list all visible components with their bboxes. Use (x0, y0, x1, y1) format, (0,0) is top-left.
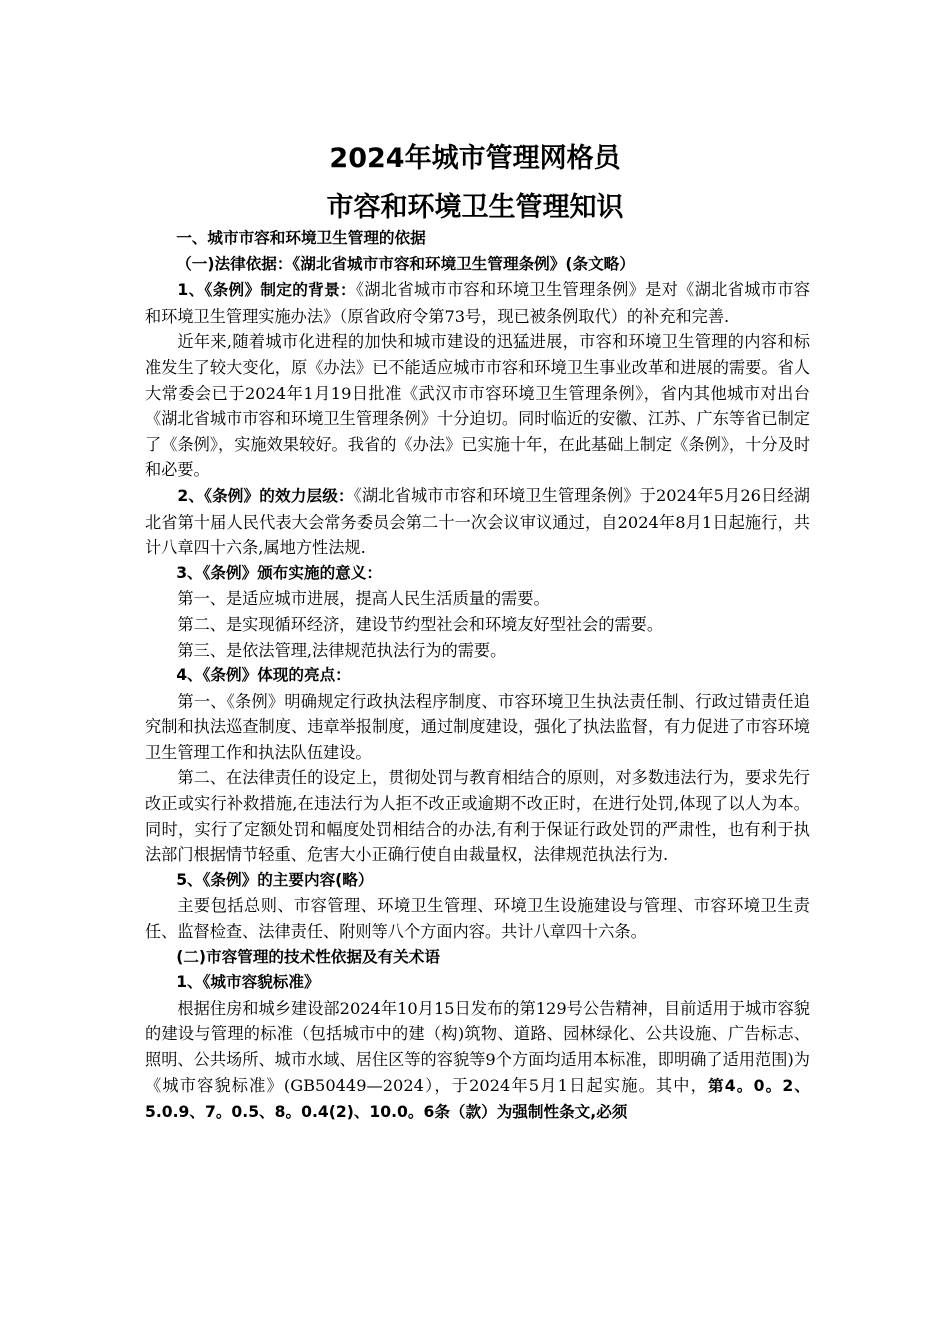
subsection-heading-legal-basis: （一)法律依据：《湖北省城市市容和环境卫生管理条例》(条文略） (176, 254, 635, 273)
item3-point-2: 第二、是实现循环经济，建设节约型社会和环境友好型社会的需要。 (177, 614, 664, 634)
item2-lead: 2、《条例》的效力层级： (177, 486, 354, 505)
section-heading-1: 一、城市市容和环境卫生管理的依据 (176, 229, 426, 247)
item1-lead: 1、《条例》制定的背景： (177, 281, 356, 300)
item1-text: 《湖北省城市市容和环境卫生管理条例》是对《湖北省城市市容和环境卫生管理实施办法》（原省政府令第73号，现已被条例取代）的补充和完善. (145, 280, 810, 326)
item5-heading: 5、《条例》的主要内容(略） (176, 870, 374, 889)
document-title-line1: 2024年城市管理网格员 (329, 143, 621, 174)
paragraph-item1 (145, 277, 810, 329)
sub1-text: 根据住房和城乡建设部2024年10月15日发布的第129号公告精神，目前适用于城市容貌的建设与管理的标准（包括城市中的建（构)筑物、道路、园林绿化、公共设施、广告标志、照明、公共场所、城市水域、居住区等的容貌等9个方面均适用本标准，即明确了适用范围)为《城市容貌标准》(GB50449—2024），于2024年5月1日起实施。其中， (145, 998, 810, 1095)
paragraph-item1-background: 近年来,随着城市化进程的加快和城市建设的迅猛进展，市容和环境卫生管理的内容和标准发生了较大变化，原《办法》已不能适应城市市容和环境卫生事业改革和进展的需要。省人大常委会已于2024年1月19日批准《武汉市市容环境卫生管理条例》，省内其他城市对出台《湖北省城市市容和环境卫生管理条例》十分迫切。同时临近的安徽、江苏、广东等省已制定了《条例》，实施效果较好。我省的《办法》已实施十年，在此基础上制定《条例》，十分及时和必要。 (145, 332, 810, 480)
paragraph-item2 (145, 483, 810, 561)
document-title-line2: 市容和环境卫生管理知识 (326, 192, 624, 223)
sub1-heading: 1、《城市容貌标准》 (176, 973, 320, 992)
item2-text: 《湖北省城市市容和环境卫生管理条例》于2024年5月26日经湖北省第十届人民代表大会常务委员会第二十一次会议审议通过，自2024年8月1日起施行，共计八章四十六条,属地方性法规. (145, 485, 810, 558)
item5-paragraph: 主要包括总则、市容管理、环境卫生管理、环境卫生设施建设与管理、市容环境卫生责任、监督检查、法律责任、附则等八个方面内容。共计八章四十六条。 (145, 896, 810, 942)
sub1-paragraph (145, 996, 810, 1126)
subsection-heading-technical-basis: (二)市容管理的技术性依据及有关术语 (176, 947, 440, 966)
item3-point-3: 第三、是依法管理,法律规范执法行为的需要。 (177, 640, 507, 660)
item3-heading: 3、《条例》颁布实施的意义： (176, 563, 382, 582)
item4-heading: 4、《条例》体现的亮点： (176, 666, 351, 685)
item4-paragraph-1: 第一、《条例》明确规定行政执法程序制度、市容环境卫生执法责任制、行政过错责任追究制和执法巡查制度、违章举报制度，通过制度建设，强化了执法监督，有力促进了市容环境卫生管理工作和执法队伍建设。 (145, 691, 810, 762)
item3-point-1: 第一、是适应城市进展，提高人民生活质量的需要。 (177, 589, 550, 609)
sub1-bold-text: 第4。0。2、5.0.9、7。0.5、8。0.4(2)、10.0。6条（款）为强制性条文,必须 (145, 1076, 810, 1122)
item4-paragraph-2: 第二、在法律责任的设定上，贯彻处罚与教育相结合的原则，对多数违法行为，要求先行改正或实行补救措施,在违法行为人拒不改正或逾期不改正时，在进行处罚,体现了以人为本。同时，实行了定额处罚和幅度处罚相结合的办法,有利于保证行政处罚的严肃性，也有利于执法部门根据情节轻重、危害大小正确行使自由裁量权，法律规范执法行为. (145, 768, 810, 865)
document-body (145, 226, 810, 1126)
